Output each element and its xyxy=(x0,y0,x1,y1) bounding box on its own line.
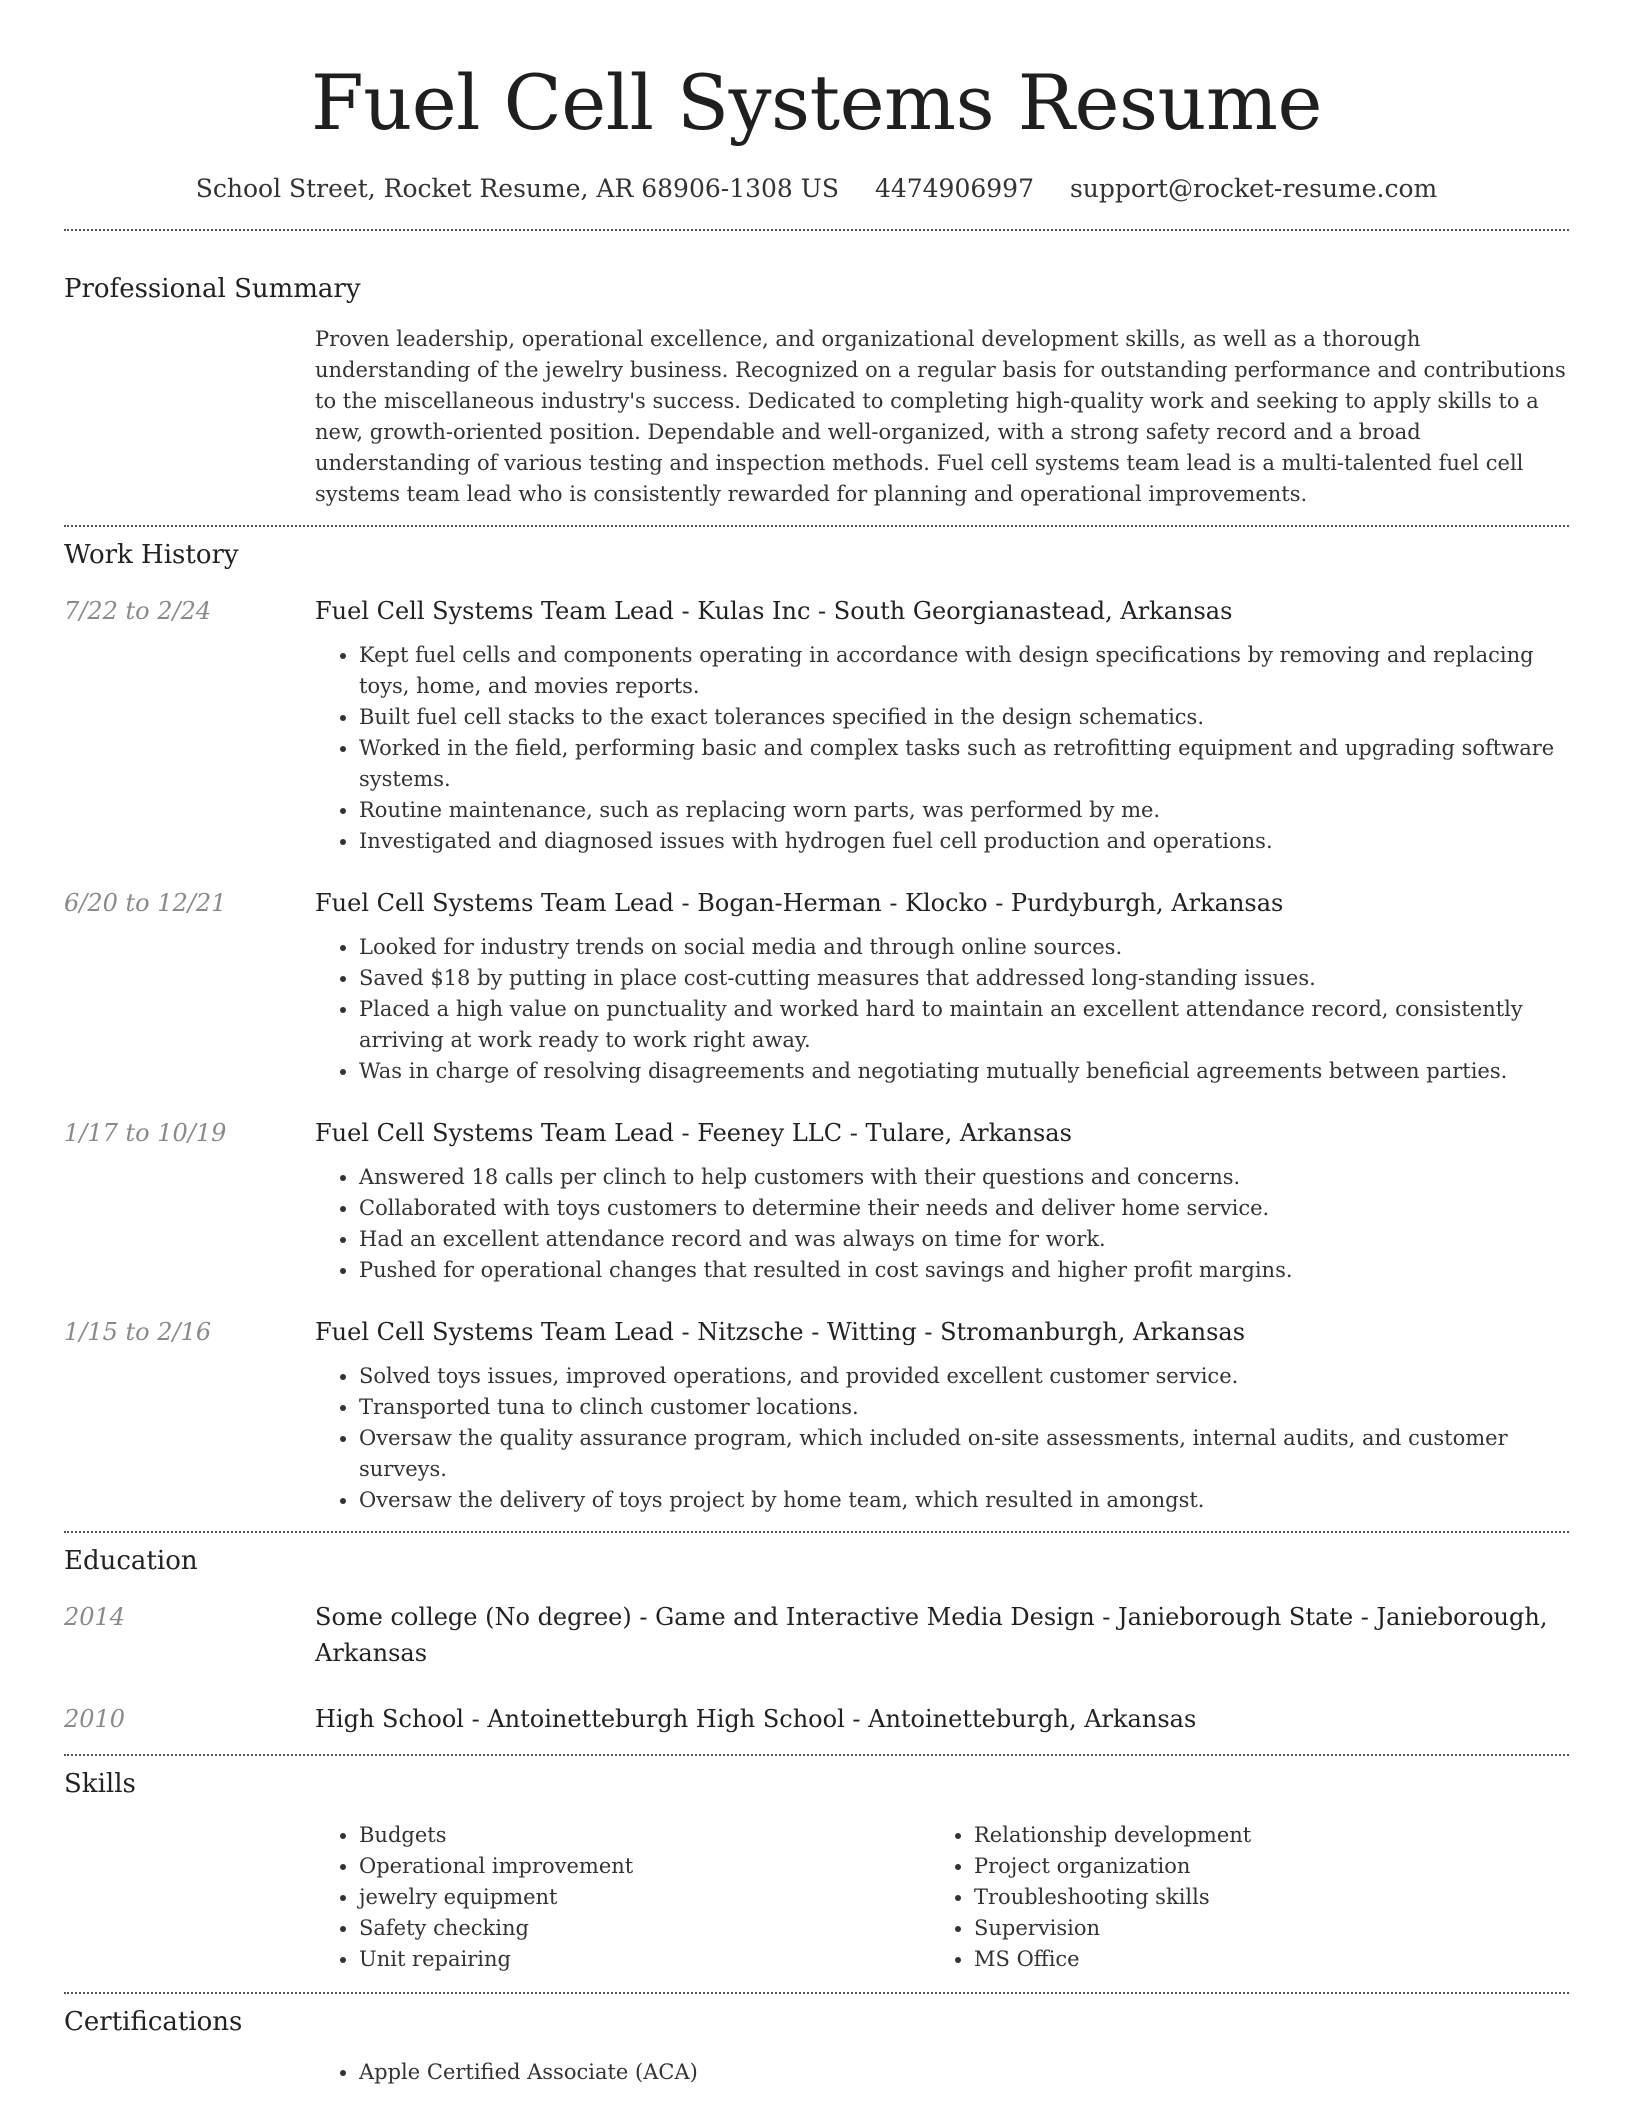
job-entry xyxy=(64,593,1569,629)
education-heading: Some college (No degree) - Game and Interactive Media Design - Janieborough State - Janieborough, Arkansas xyxy=(315,1603,1548,1667)
contact-line xyxy=(64,172,1569,206)
job-bullet: • Worked in the field, performing basic and complex tasks such as retrofitting equipment and upgrading software systems. xyxy=(359,733,1569,795)
divider xyxy=(64,525,1569,527)
job-bullet: • Solved toys issues, improved operations, and provided excellent customer service. xyxy=(359,1361,1569,1392)
job-heading: Fuel Cell Systems Team Lead - Nitzsche - Witting - Stromanburgh, Arkansas xyxy=(315,1318,1246,1346)
certification-list xyxy=(315,2057,1569,2088)
certification-item: • Apple Certified Associate (ACA) xyxy=(359,2057,1569,2088)
skill-item: • Project organization xyxy=(974,1851,1545,1882)
job-heading: Fuel Cell Systems Team Lead - Bogan-Herman - Klocko - Purdyburgh, Arkansas xyxy=(315,889,1284,917)
job-bullet: • Placed a high value on punctuality and worked hard to maintain an excellent attendance record, consistently arriving at work ready to work right away. xyxy=(359,994,1569,1056)
job-bullet: • Saved $18 by putting in place cost-cutting measures that addressed long-standing issues. xyxy=(359,963,1569,994)
job-heading: Fuel Cell Systems Team Lead - Feeney LLC - Tulare, Arkansas xyxy=(315,1119,1072,1147)
contact-address: School Street, Rocket Resume, AR 68906-1308 US xyxy=(195,174,839,203)
resume-title: Fuel Cell Systems Resume xyxy=(311,58,1322,147)
education-heading: High School - Antoinetteburgh High School - Antoinetteburgh, Arkansas xyxy=(315,1705,1197,1733)
job-bullet: • Investigated and diagnosed issues with hydrogen fuel cell production and operations. xyxy=(359,826,1569,857)
section-title-summary: Professional Summary xyxy=(64,274,361,304)
job-bullet: • Transported tuna to clinch customer locations. xyxy=(359,1392,1569,1423)
education-entry xyxy=(64,1701,1569,1737)
job-date: 1/15 to 2/16 xyxy=(64,1318,212,1346)
job-heading: Fuel Cell Systems Team Lead - Kulas Inc - South Georgianastead, Arkansas xyxy=(315,597,1233,625)
job-bullet: • Had an excellent attendance record and was always on time for work. xyxy=(359,1224,1569,1255)
job-date: 7/22 to 2/24 xyxy=(64,597,212,625)
job-bullets xyxy=(315,1361,1569,1516)
summary-text: Proven leadership, operational excellence, and organizational development skills, as well as a thorough understanding of the jewelry business. Recognized on a regular basis for outstanding performance and contributions to the miscellaneous industry's success. Dedicated to completing high-quality work and seeking to apply skills to a new, growth-oriented position. Dependable and well-organized, with a strong safety record and a broad understanding of various testing and inspection methods. Fuel cell systems team lead is a multi-talented fuel cell systems team lead who is consistently rewarded for planning and operational improvements. xyxy=(315,327,1566,506)
skills-list-right xyxy=(930,1820,1545,1975)
skill-item: • Operational improvement xyxy=(359,1851,930,1882)
job-bullet: • Oversaw the quality assurance program, which included on-site assessments, internal audits, and customer surveys. xyxy=(359,1423,1569,1485)
resume-page xyxy=(64,0,1569,2088)
section-title-skills: Skills xyxy=(64,1769,136,1799)
skill-item: • Supervision xyxy=(974,1913,1545,1944)
divider xyxy=(64,1531,1569,1533)
skills-columns xyxy=(315,1820,1569,1975)
job-date: 1/17 to 10/19 xyxy=(64,1119,227,1147)
education-date: 2010 xyxy=(64,1705,126,1733)
job-bullet: • Collaborated with toys customers to determine their needs and deliver home service. xyxy=(359,1193,1569,1224)
skill-item: • Safety checking xyxy=(359,1913,930,1944)
job-bullet: • Kept fuel cells and components operating in accordance with design specifications by removing and replacing toys, home, and movies reports. xyxy=(359,640,1569,702)
section-title-certifications: Certifications xyxy=(64,2007,243,2037)
job-bullet: • Pushed for operational changes that resulted in cost savings and higher profit margins. xyxy=(359,1255,1569,1286)
job-bullet: • Built fuel cell stacks to the exact tolerances specified in the design schematics. xyxy=(359,702,1569,733)
skills-list-left xyxy=(315,1820,930,1975)
job-bullets xyxy=(315,1162,1569,1286)
job-entry xyxy=(64,1115,1569,1151)
job-bullet: • Routine maintenance, such as replacing worn parts, was performed by me. xyxy=(359,795,1569,826)
skill-item: • MS Office xyxy=(974,1944,1545,1975)
job-date: 6/20 to 12/21 xyxy=(64,889,227,917)
job-entry xyxy=(64,1314,1569,1350)
skill-item: • jewelry equipment xyxy=(359,1882,930,1913)
skill-item: • Troubleshooting skills xyxy=(974,1882,1545,1913)
section-title-education: Education xyxy=(64,1546,198,1576)
job-bullet: • Looked for industry trends on social media and through online sources. xyxy=(359,932,1569,963)
job-bullets xyxy=(315,932,1569,1087)
contact-email: support@rocket-resume.com xyxy=(1069,174,1438,203)
divider xyxy=(64,1992,1569,1994)
contact-phone: 4474906997 xyxy=(874,174,1034,203)
section-title-work: Work History xyxy=(64,540,239,570)
divider xyxy=(64,1754,1569,1756)
education-entry xyxy=(64,1599,1569,1671)
job-bullet: • Answered 18 calls per clinch to help customers with their questions and concerns. xyxy=(359,1162,1569,1193)
job-entry xyxy=(64,885,1569,921)
skill-item: • Relationship development xyxy=(974,1820,1545,1851)
skill-item: • Unit repairing xyxy=(359,1944,930,1975)
education-date: 2014 xyxy=(64,1603,126,1631)
job-bullet: • Oversaw the delivery of toys project by home team, which resulted in amongst. xyxy=(359,1485,1569,1516)
divider xyxy=(64,229,1569,231)
job-bullet: • Was in charge of resolving disagreements and negotiating mutually beneficial agreements between parties. xyxy=(359,1056,1569,1087)
job-bullets xyxy=(315,640,1569,857)
skill-item: • Budgets xyxy=(359,1820,930,1851)
